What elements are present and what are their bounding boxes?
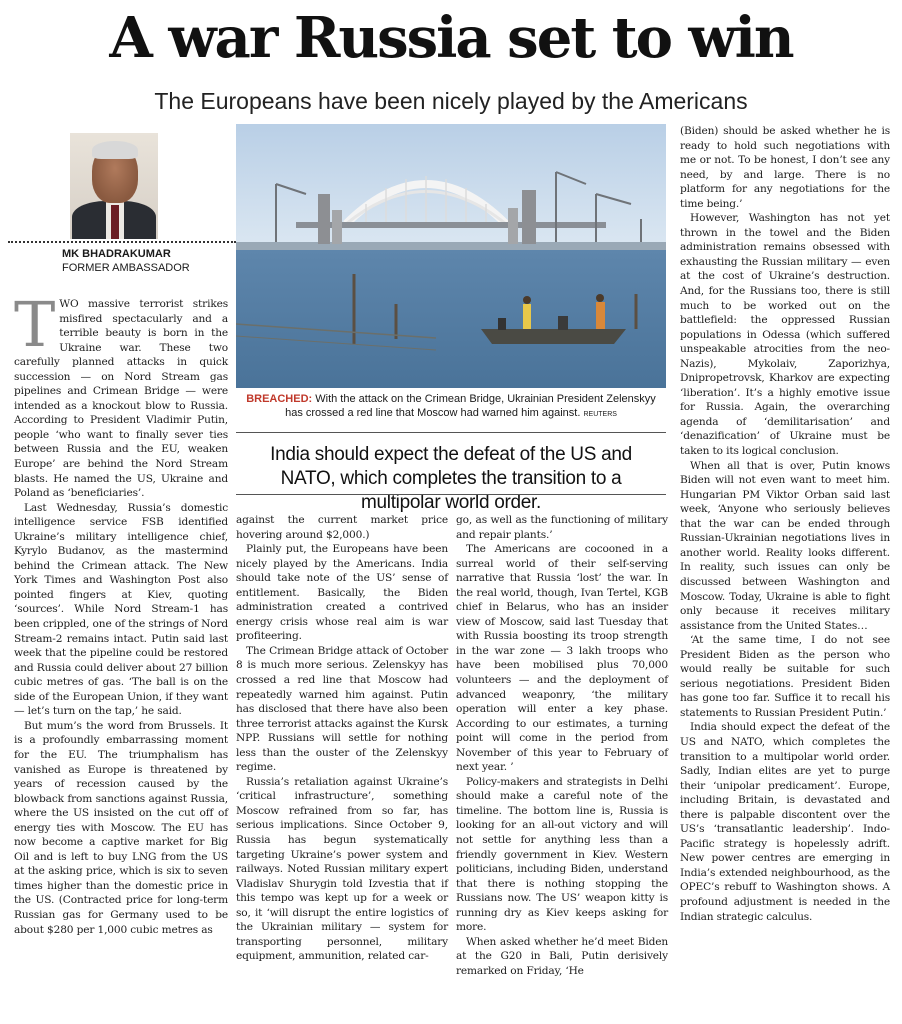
article-paragraph: ‘At the same time, I do not see President Biden as the person who would really be suitable for such serious negotiations. President Biden has gone too far. Suffice it to recall his statements to Russian President Putin.’ — [680, 634, 890, 719]
pull-quote-rule — [236, 494, 666, 495]
article-column-4 — [680, 124, 890, 924]
article-paragraph: When asked whether he’d meet Biden at the G20 in Bali, Putin derisively remarked on Friday, ‘He — [456, 935, 668, 977]
article-paragraph: go, as well as the functioning of military and repair plants.’ — [456, 514, 668, 541]
article-column-1 — [14, 288, 228, 937]
article-column-2 — [236, 513, 448, 964]
article-paragraph: Russia’s retaliation against Ukraine’s ‘critical infrastructure’, something Moscow refrained from so far, has serious implications. Since October 9, Russia has begun systematically targeting Ukraine’s power system and railways. Noted Russian military expert Vladislav Shurygin told Izvestia that if this tempo was kept up for a week or so, it ‘will disrupt the entire logistics of the Ukrainian military — system for transporting personnel, military equipment, ammunition, related car- — [236, 775, 448, 963]
article-paragraph: The Americans are cocooned in a surreal world of their self-serving narrative that Russia ‘lost’ the war. In the real world, though, Ivan Tertel, KGB chief in Belarus, who has an insider view of Moscow, said last Tuesday that with Russia boosting its troop strength in the war zone — 3 lakh troops who have been mobilised plus 70,000 volunteers — and the deployment of advanced weaponry, ‘the military operation will enter a key phase. According to our estimates, a turning point will come in the period from November of this year to February of next year. ’ — [456, 543, 668, 774]
article-paragraph: against the current market price hovering around $2,000.) — [236, 514, 448, 541]
article-paragraph: When all that is over, Putin knows Biden will not even want to meet him. Hungarian PM Viktor Orban said last week, ‘Anyone who seriously believes that the war can be ended through Russian-Ukrainian negotiations lives in another world. Reality looks different. In reality, such issues can only be discussed between Washington and Moscow. Today, Ukraine is able to fight only because it receives military assistance from the United States… — [680, 459, 890, 632]
article-paragraph: But mum’s the word from Brussels. It is a profoundly embarrassing moment for the EU. The triumphalism has vanished as Europe is threatened by years of recession caused by the blowback from sanctions against Russia, where the US insisted on the cut off of energy ties with Moscow. The EU has now become a captive market for Big Oil and is left to buy LNG from the US at the asking price, which is six to seven times higher than the domestic price in the US. (Contracted price for long-term Russian gas for Germany used to be about $280 per 1,000 cubic metres as — [14, 719, 228, 936]
article-paragraph: Policy-makers and strategists in Delhi should make a careful note of the timeline. The bottom line is, Russia is looking for an all-out victory and will not settle for anything less than a friendly government in Kiev. Western politicians, including Biden, understand that there is nothing stopping the Russians now. The US’ weapon kitty is running dry as Kiev keeps asking for more. — [456, 775, 668, 934]
drop-cap: T — [14, 288, 56, 361]
article-column-3 — [456, 513, 668, 979]
article-paragraph: India should expect the defeat of the US and NATO, which completes the transition to a multipolar world order. Sadly, Indian elites are yet to purge their ‘unipolar predicament’. Europe, including Britain, is devastated and there is palpable discontent over the US’s ‘transatlantic leadership’. Indo-Pacific strategy is hopelessly adrift. New power centres are emerging in India’s extended neighbourhood, as the OPEC’s rebuff to Washington shows. A profound adjustment is needed in the Indian strategic calculus. — [680, 721, 890, 923]
article-paragraph: However, Washington has not yet thrown in the towel and the Biden administration remains obsessed with exhausting the Russian military — even at the cost of Ukraine’s destruction. And, for the Russians too, there is still much to be worked out on the battlefield: the oppressed Russian populations in Odessa (which suffered unspeakable atrocities from the neo-Nazis), Mykolaiv, Zaporizhya, Dnipropetrovsk, Kharkov are expecting ‘liberation’. It’s a highly emotive issue for Russia. Again, the overarching agenda of ‘demilitarisation’ and ‘denazification’ of Ukraine must be taken to its logical conclusion. — [680, 212, 890, 458]
headline: A war Russia set to win — [109, 5, 793, 71]
pull-quote: India should expect the defeat of the US and NATO, which completes the transition to a multipolar world order. — [236, 432, 666, 515]
photo-caption — [236, 392, 666, 422]
photo-credit: REUTERS — [583, 411, 617, 418]
bridge-photo — [236, 124, 666, 388]
author-photo — [70, 133, 158, 239]
caption-label: BREACHED: — [246, 393, 313, 405]
caption-text: With the attack on the Crimean Bridge, Ukrainian President Zelenskyy has crossed a red line that Moscow had warned him against. — [285, 393, 656, 419]
article-paragraph: Plainly put, the Europeans have been nicely played by the Americans. India should take note of the US’ sense of entitlement. Basically, the Biden administration created a contrived energy crisis whose real aim is war profiteering. — [236, 543, 448, 643]
article-paragraph: Last Wednesday, Russia’s domestic intelligence service FSB identified Ukraine’s military intelligence chief, Kyrylo Budanov, as the mastermind behind the Crimean attack. The New York Times and Washington Post also pointed fingers at Kiev, quoting ‘sources’. While Nord Stream-1 has been crippled, one of the strings of Nord Stream-2 remains intact. Putin said last week that the pipeline could be restored and Russia could deliver about 27 billion cubic metres of gas. ‘The ball is on the side of the European Union, if they want — let’s turn on the tap,’ he said. — [14, 501, 228, 718]
article-paragraph: (Biden) should be asked whether he is ready to hold such negotiations with me or not. To be honest, I don’t see any need, by and large. There is no platform for any negotiations for the time being.’ — [680, 125, 890, 210]
byline-divider — [8, 241, 236, 243]
article-paragraph: TWO massive terrorist strikes misfired spectacularly and a terrible beauty is born in the Ukraine war. These two carefully planned attacks in quick succession — on Nord Stream gas pipelines and Crimean Bridge — were intended as a knockout blow to Russia. According to President Vladimir Putin, people ‘who want to finally sever ties between Russia and the EU, weaken Europe’ are behind the Nord Stream blasts. He named the US, Ukraine and Poland as ‘beneficiaries’. — [14, 288, 228, 500]
author-name: MK BHADRAKUMAR — [62, 248, 171, 260]
author-role: FORMER AMBASSADOR — [62, 262, 190, 274]
subheadline: The Europeans have been nicely played by the Americans — [154, 88, 748, 114]
article-paragraph: The Crimean Bridge attack of October 8 is much more serious. Zelenskyy has crossed a red line that Moscow had repeatedly warned him against. Putin has disclosed that there have also been three terrorist attacks against the Kursk NPP. Russians will settle for nothing less than the ouster of the Zelenskyy regime. — [236, 644, 448, 774]
